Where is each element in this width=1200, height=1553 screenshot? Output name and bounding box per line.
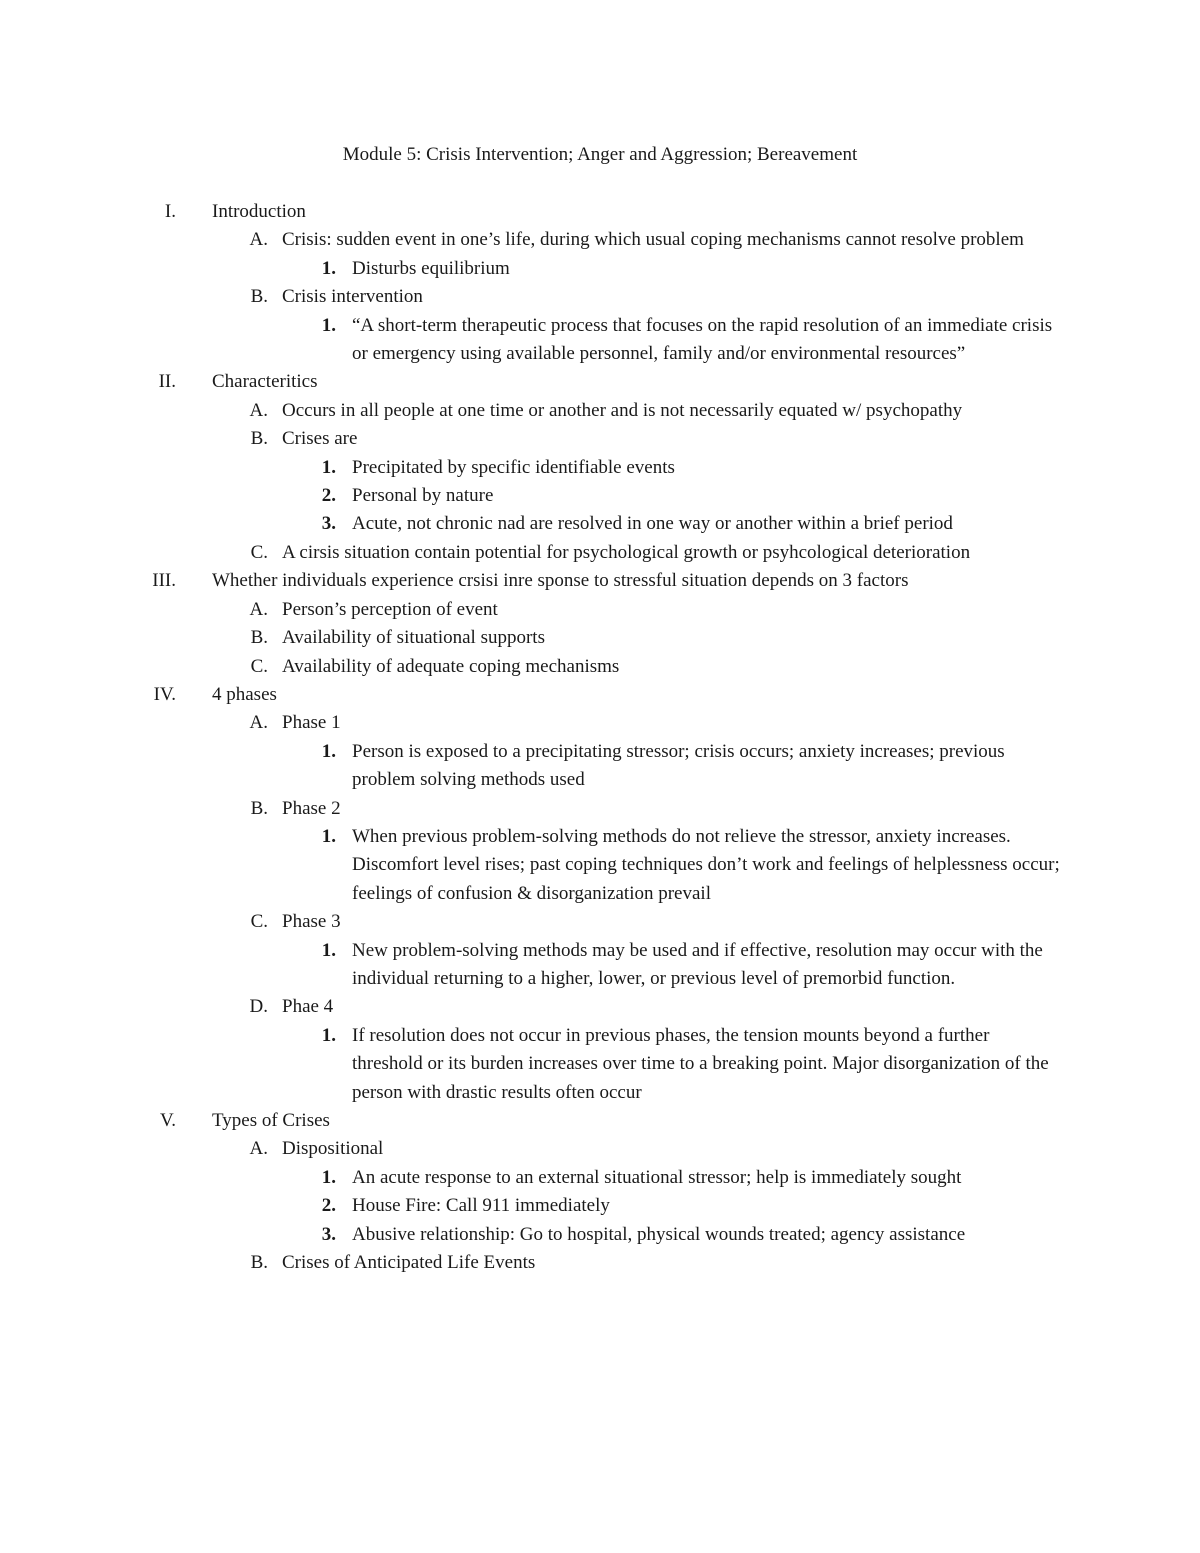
outline-text: Types of Crises — [212, 1110, 330, 1131]
outline-marker: B. — [250, 627, 268, 649]
outline-text: An acute response to an external situational stressor; help is immediately sought — [352, 1166, 962, 1188]
outline-marker: I. — [164, 201, 176, 222]
outline-text: If resolution does not occur in previous phases, the tension mounts beyond a further threshold or its burden increases over time to a breaking point. Major disorganization of the person with drastic results often occur — [352, 1024, 1049, 1103]
outline-text: Phase 2 — [282, 797, 341, 819]
outline-marker: 1. — [321, 1166, 336, 1188]
outline-marker: B. — [250, 1252, 268, 1274]
outline-marker: II. — [158, 371, 176, 393]
outline-text: Phase 3 — [282, 911, 341, 933]
outline-item-level-2 — [0, 425, 1200, 453]
outline-marker: A. — [249, 229, 268, 251]
page-title: Module 5: Crisis Intervention; Anger and Aggression; Bereavement — [342, 144, 858, 165]
outline-marker: C. — [250, 655, 268, 677]
outline-marker: 2. — [321, 1195, 336, 1217]
outline-marker: 1. — [321, 939, 336, 961]
outline-marker: D. — [249, 996, 268, 1018]
outline-item-level-3 — [0, 1192, 1200, 1220]
outline-marker: 1. — [321, 740, 336, 762]
outline-item-level-1 — [0, 567, 1200, 595]
outline-text: Precipitated by specific identifiable events — [352, 456, 675, 478]
outline-item-level-2 — [0, 226, 1200, 254]
outline-marker: 1. — [321, 1024, 336, 1046]
outline-text: Crisis: sudden event in one’s life, during which usual coping mechanisms cannot resolve problem — [282, 229, 1024, 251]
outline-text: Acute, not chronic nad are resolved in one way or another within a brief period — [352, 513, 953, 535]
outline-marker: 3. — [321, 513, 336, 535]
outline-marker: C. — [250, 911, 268, 933]
outline-marker: B. — [250, 286, 268, 308]
outline-marker: A. — [249, 399, 268, 421]
outline-text: Person’s perception of event — [282, 598, 498, 620]
outline-item-level-2 — [0, 1135, 1200, 1163]
outline-text: Phae 4 — [282, 996, 334, 1018]
outline-text: “A short-term therapeutic process that focuses on the rapid resolution of an immediate crisis or emergency using available personnel, family and/or environmental resources” — [352, 314, 1053, 365]
outline-item-level-3 — [0, 510, 1200, 538]
outline-marker: IV. — [153, 683, 176, 705]
outline-text: Dispositional — [282, 1138, 384, 1160]
outline-item-level-1 — [0, 681, 1200, 709]
outline-text: A cirsis situation contain potential for psychological growth or psyhcological deterioration — [282, 541, 971, 563]
outline-item-level-3 — [0, 823, 1200, 908]
outline-item-level-3 — [0, 1221, 1200, 1249]
outline-text: 4 phases — [212, 683, 277, 705]
outline-text: New problem-solving methods may be used and if effective, resolution may occur with the individual returning to a higher, lower, or previous level of premorbid function. — [352, 939, 1043, 989]
outline-item-level-1 — [0, 1107, 1200, 1135]
outline-marker: 1. — [321, 825, 336, 847]
outline-marker: A. — [249, 712, 268, 734]
outline-text: Crisis intervention — [282, 286, 423, 308]
outline-marker: 3. — [321, 1223, 336, 1245]
outline-item-level-3 — [0, 255, 1200, 283]
outline-text: Personal by nature — [352, 485, 494, 507]
outline-marker: 1. — [321, 257, 336, 279]
outline-text: Crises of Anticipated Life Events — [282, 1252, 536, 1274]
outline-item-level-2 — [0, 908, 1200, 936]
outline-item-level-2 — [0, 1249, 1200, 1277]
outline-list — [0, 198, 1200, 1277]
outline-item-level-3 — [0, 738, 1200, 795]
outline-marker: III. — [152, 570, 176, 592]
outline-text: Abusive relationship: Go to hospital, physical wounds treated; agency assistance — [352, 1223, 966, 1245]
outline-item-level-2 — [0, 795, 1200, 823]
outline-marker: V. — [159, 1110, 176, 1131]
outline-text: Occurs in all people at one time or another and is not necessarily equated w/ psychopathy — [282, 399, 963, 421]
outline-item-level-2 — [0, 993, 1200, 1021]
outline-text: Availability of adequate coping mechanisms — [282, 655, 620, 677]
outline-text: Characteritics — [212, 371, 318, 393]
outline-item-level-2 — [0, 397, 1200, 425]
outline-item-level-2 — [0, 653, 1200, 681]
outline-text: House Fire: Call 911 immediately — [352, 1195, 610, 1217]
outline-item-level-3 — [0, 1164, 1200, 1192]
outline-item-level-2 — [0, 539, 1200, 567]
outline-text: Availability of situational supports — [282, 627, 545, 649]
outline-item-level-2 — [0, 709, 1200, 737]
outline-marker: 1. — [321, 314, 336, 336]
outline-text: When previous problem-solving methods do not relieve the stressor, anxiety increases. Discomfort level rises; past coping techniques don’t work and feelings of helplessness occur; feelings of confusion & disorganization prevail — [352, 825, 1060, 904]
outline-item-level-3 — [0, 937, 1200, 994]
outline-item-level-3 — [0, 454, 1200, 482]
outline-text: Crises are — [282, 428, 358, 450]
outline-item-level-2 — [0, 624, 1200, 652]
outline-text: Person is exposed to a precipitating stressor; crisis occurs; anxiety increases; previous problem solving methods used — [352, 740, 1005, 791]
outline-marker: B. — [250, 428, 268, 450]
outline-marker: 1. — [321, 456, 336, 478]
outline-item-level-3 — [0, 312, 1200, 369]
outline-text: Phase 1 — [282, 712, 341, 734]
outline-text: Introduction — [212, 201, 306, 222]
outline-item-level-2 — [0, 283, 1200, 311]
outline-text: Disturbs equilibrium — [352, 257, 510, 279]
outline-item-level-1 — [0, 198, 1200, 226]
outline-marker: B. — [250, 797, 268, 819]
outline-marker: C. — [250, 541, 268, 563]
outline-item-level-1 — [0, 368, 1200, 396]
outline-item-level-3 — [0, 482, 1200, 510]
outline-marker: A. — [249, 598, 268, 620]
outline-item-level-2 — [0, 596, 1200, 624]
outline-item-level-3 — [0, 1022, 1200, 1107]
outline-marker: 2. — [321, 485, 336, 507]
outline-marker: A. — [249, 1138, 268, 1160]
outline-text: Whether individuals experience crsisi inre sponse to stressful situation depends on 3 factors — [212, 570, 909, 592]
